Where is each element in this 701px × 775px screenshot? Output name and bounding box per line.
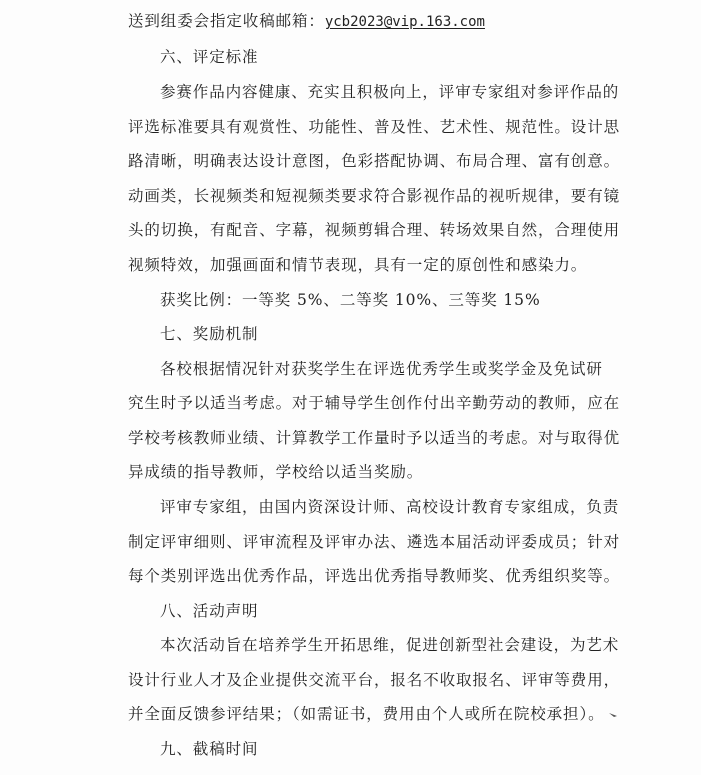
paragraph-line: 各校根据情况针对获奖学生在评选优秀学生或奖学金及免试研 bbox=[160, 360, 603, 378]
paragraph-line: 参赛作品内容健康、充实且积极向上，评审专家组对参评作品的 bbox=[160, 83, 620, 101]
paragraph-line: 究生时予以适当考虑。对于辅导学生创作付出辛勤劳动的教师，应在 bbox=[128, 394, 621, 412]
section-heading-7: 七、奖励机制 bbox=[160, 325, 259, 343]
paragraph-line: 动画类，长视频类和短视频类要求符合影视作品的视听规律，要有镜 bbox=[128, 187, 621, 205]
paragraph-line: 学校考核教师业绩、计算教学工作量时予以适当的考虑。对与取得优 bbox=[128, 429, 621, 447]
section-heading-9: 九、截稿时间 bbox=[160, 740, 259, 758]
cursor-mark-icon bbox=[608, 712, 620, 718]
paragraph-line: 并全面反馈参评结果；（如需证书，费用由个人或所在院校承担）。 bbox=[128, 705, 605, 723]
submission-email-prefix: 送到组委会指定收稿邮箱： bbox=[128, 12, 325, 30]
submission-email-line bbox=[128, 10, 588, 33]
paragraph-line: 异成绩的指导教师，学校给以适当奖励。 bbox=[128, 463, 424, 481]
paragraph-line: 头的切换，有配音、字幕，视频剪辑合理、转场效果自然，合理使用 bbox=[128, 221, 621, 239]
submission-email-address[interactable]: ycb2023@vip.163.com bbox=[324, 14, 485, 30]
paragraph-line: 评审专家组，由国内资深设计师、高校设计教育专家组成，负责 bbox=[160, 498, 620, 516]
section-heading-6: 六、评定标准 bbox=[160, 48, 259, 66]
paragraph-line: 路清晰，明确表达设计意图，色彩搭配协调、布局合理、富有创意。 bbox=[128, 152, 621, 170]
paragraph-line: 每个类别评选出优秀作品，评选出优秀指导教师奖、优秀组织奖等。 bbox=[128, 567, 621, 585]
paragraph-line: 本次活动旨在培养学生开拓思维，促进创新型社会建设，为艺术 bbox=[160, 636, 620, 654]
award-ratio-line: 获奖比例：一等奖 5%、二等奖 10%、三等奖 15% bbox=[160, 291, 541, 309]
section-heading-8: 八、活动声明 bbox=[160, 602, 259, 620]
paragraph-line: 评选标准要具有观赏性、功能性、普及性、艺术性、规范性。设计思 bbox=[128, 118, 621, 136]
paragraph-line: 视频特效，加强画面和情节表现，具有一定的原创性和感染力。 bbox=[128, 256, 588, 274]
paragraph-line: 制定评审细则、评审流程及评审办法、遴选本届活动评委成员；针对 bbox=[128, 533, 621, 551]
paragraph-line: 设计行业人才及企业提供交流平台，报名不收取报名、评审等费用， bbox=[128, 671, 621, 689]
